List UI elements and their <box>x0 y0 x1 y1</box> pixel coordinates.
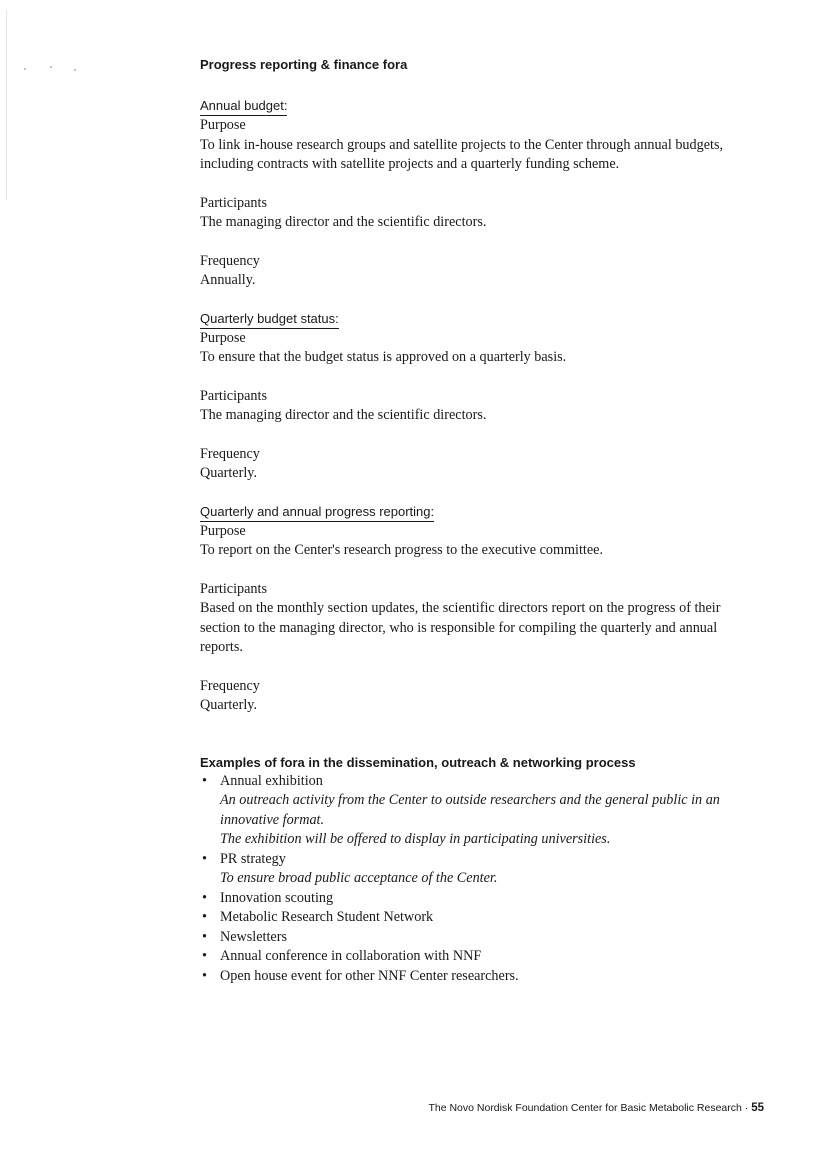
list-item-label: PR strategy <box>220 850 286 867</box>
scan-specks <box>22 62 82 72</box>
fora-list <box>200 772 760 987</box>
participants-text: The managing director and the scientific directors. <box>200 214 487 230</box>
list-item-note: To ensure broad public acceptance of the Center. <box>220 870 498 886</box>
list-item-label: Annual exhibition <box>220 772 323 789</box>
footer-separator: · <box>744 1102 749 1114</box>
block-quarterly-budget-status <box>200 309 760 484</box>
section-heading-progress-reporting: Progress reporting & finance fora <box>200 57 408 72</box>
page-footer <box>428 1102 764 1114</box>
list-item-note: The exhibition will be offered to display in participating universities. <box>220 831 611 847</box>
purpose-text: To report on the Center's research progress to the executive committee. <box>200 542 603 558</box>
list-item <box>200 908 760 928</box>
page-content <box>200 56 760 986</box>
bullet-icon: • <box>202 948 207 964</box>
frequency-label: Frequency <box>200 252 260 269</box>
page-number: 55 <box>751 1102 764 1114</box>
participants-text: Based on the monthly section updates, the scientific directors report on the progress of their section to the managing director, who is responsible for compiling the quarterly and annual reports. <box>200 600 721 655</box>
block-title: Annual budget: <box>200 96 287 116</box>
scan-edge-line <box>6 10 7 200</box>
participants-label: Participants <box>200 387 267 404</box>
block-title: Quarterly and annual progress reporting: <box>200 502 434 522</box>
section-heading-examples-of-fora: Examples of fora in the dissemination, outreach & networking process <box>200 754 636 770</box>
purpose-text: To link in-house research groups and satellite projects to the Center through annual budgets, including contracts with satellite projects and a quarterly funding scheme. <box>200 136 724 172</box>
block-annual-budget <box>200 96 760 291</box>
list-item <box>200 850 760 889</box>
participants-label: Participants <box>200 194 267 211</box>
participants-text: The managing director and the scientific directors. <box>200 407 487 423</box>
bullet-icon: • <box>202 850 207 867</box>
frequency-text: Quarterly. <box>200 465 257 481</box>
list-item-label: Annual conference in collaboration with NNF <box>220 948 482 964</box>
purpose-label: Purpose <box>200 117 246 133</box>
bullet-icon: • <box>202 909 207 925</box>
footer-text: The Novo Nordisk Foundation Center for Basic Metabolic Research <box>428 1102 742 1114</box>
block-progress-reporting <box>200 502 760 716</box>
list-item <box>200 967 760 987</box>
purpose-label: Purpose <box>200 329 246 346</box>
bullet-icon: • <box>202 889 207 906</box>
bullet-icon: • <box>202 928 207 945</box>
purpose-label: Purpose <box>200 522 246 539</box>
bullet-icon: • <box>202 967 207 984</box>
frequency-label: Frequency <box>200 445 260 462</box>
list-item <box>200 947 760 967</box>
list-item-label: Innovation scouting <box>220 889 334 906</box>
purpose-text: To ensure that the budget status is approved on a quarterly basis. <box>200 349 567 365</box>
block-title: Quarterly budget status: <box>200 309 339 329</box>
participants-label: Participants <box>200 580 267 597</box>
list-item-label: Open house event for other NNF Center researchers. <box>220 967 519 984</box>
frequency-label: Frequency <box>200 677 260 694</box>
list-item-label: Metabolic Research Student Network <box>220 909 434 925</box>
list-item-label: Newsletters <box>220 928 287 945</box>
list-item <box>200 928 760 948</box>
list-item-note: An outreach activity from the Center to outside researchers and the general public in an innovative format. <box>220 792 720 828</box>
frequency-text: Quarterly. <box>200 697 257 713</box>
list-item <box>200 889 760 909</box>
list-item <box>200 772 760 850</box>
frequency-text: Annually. <box>200 272 256 288</box>
bullet-icon: • <box>202 772 207 789</box>
